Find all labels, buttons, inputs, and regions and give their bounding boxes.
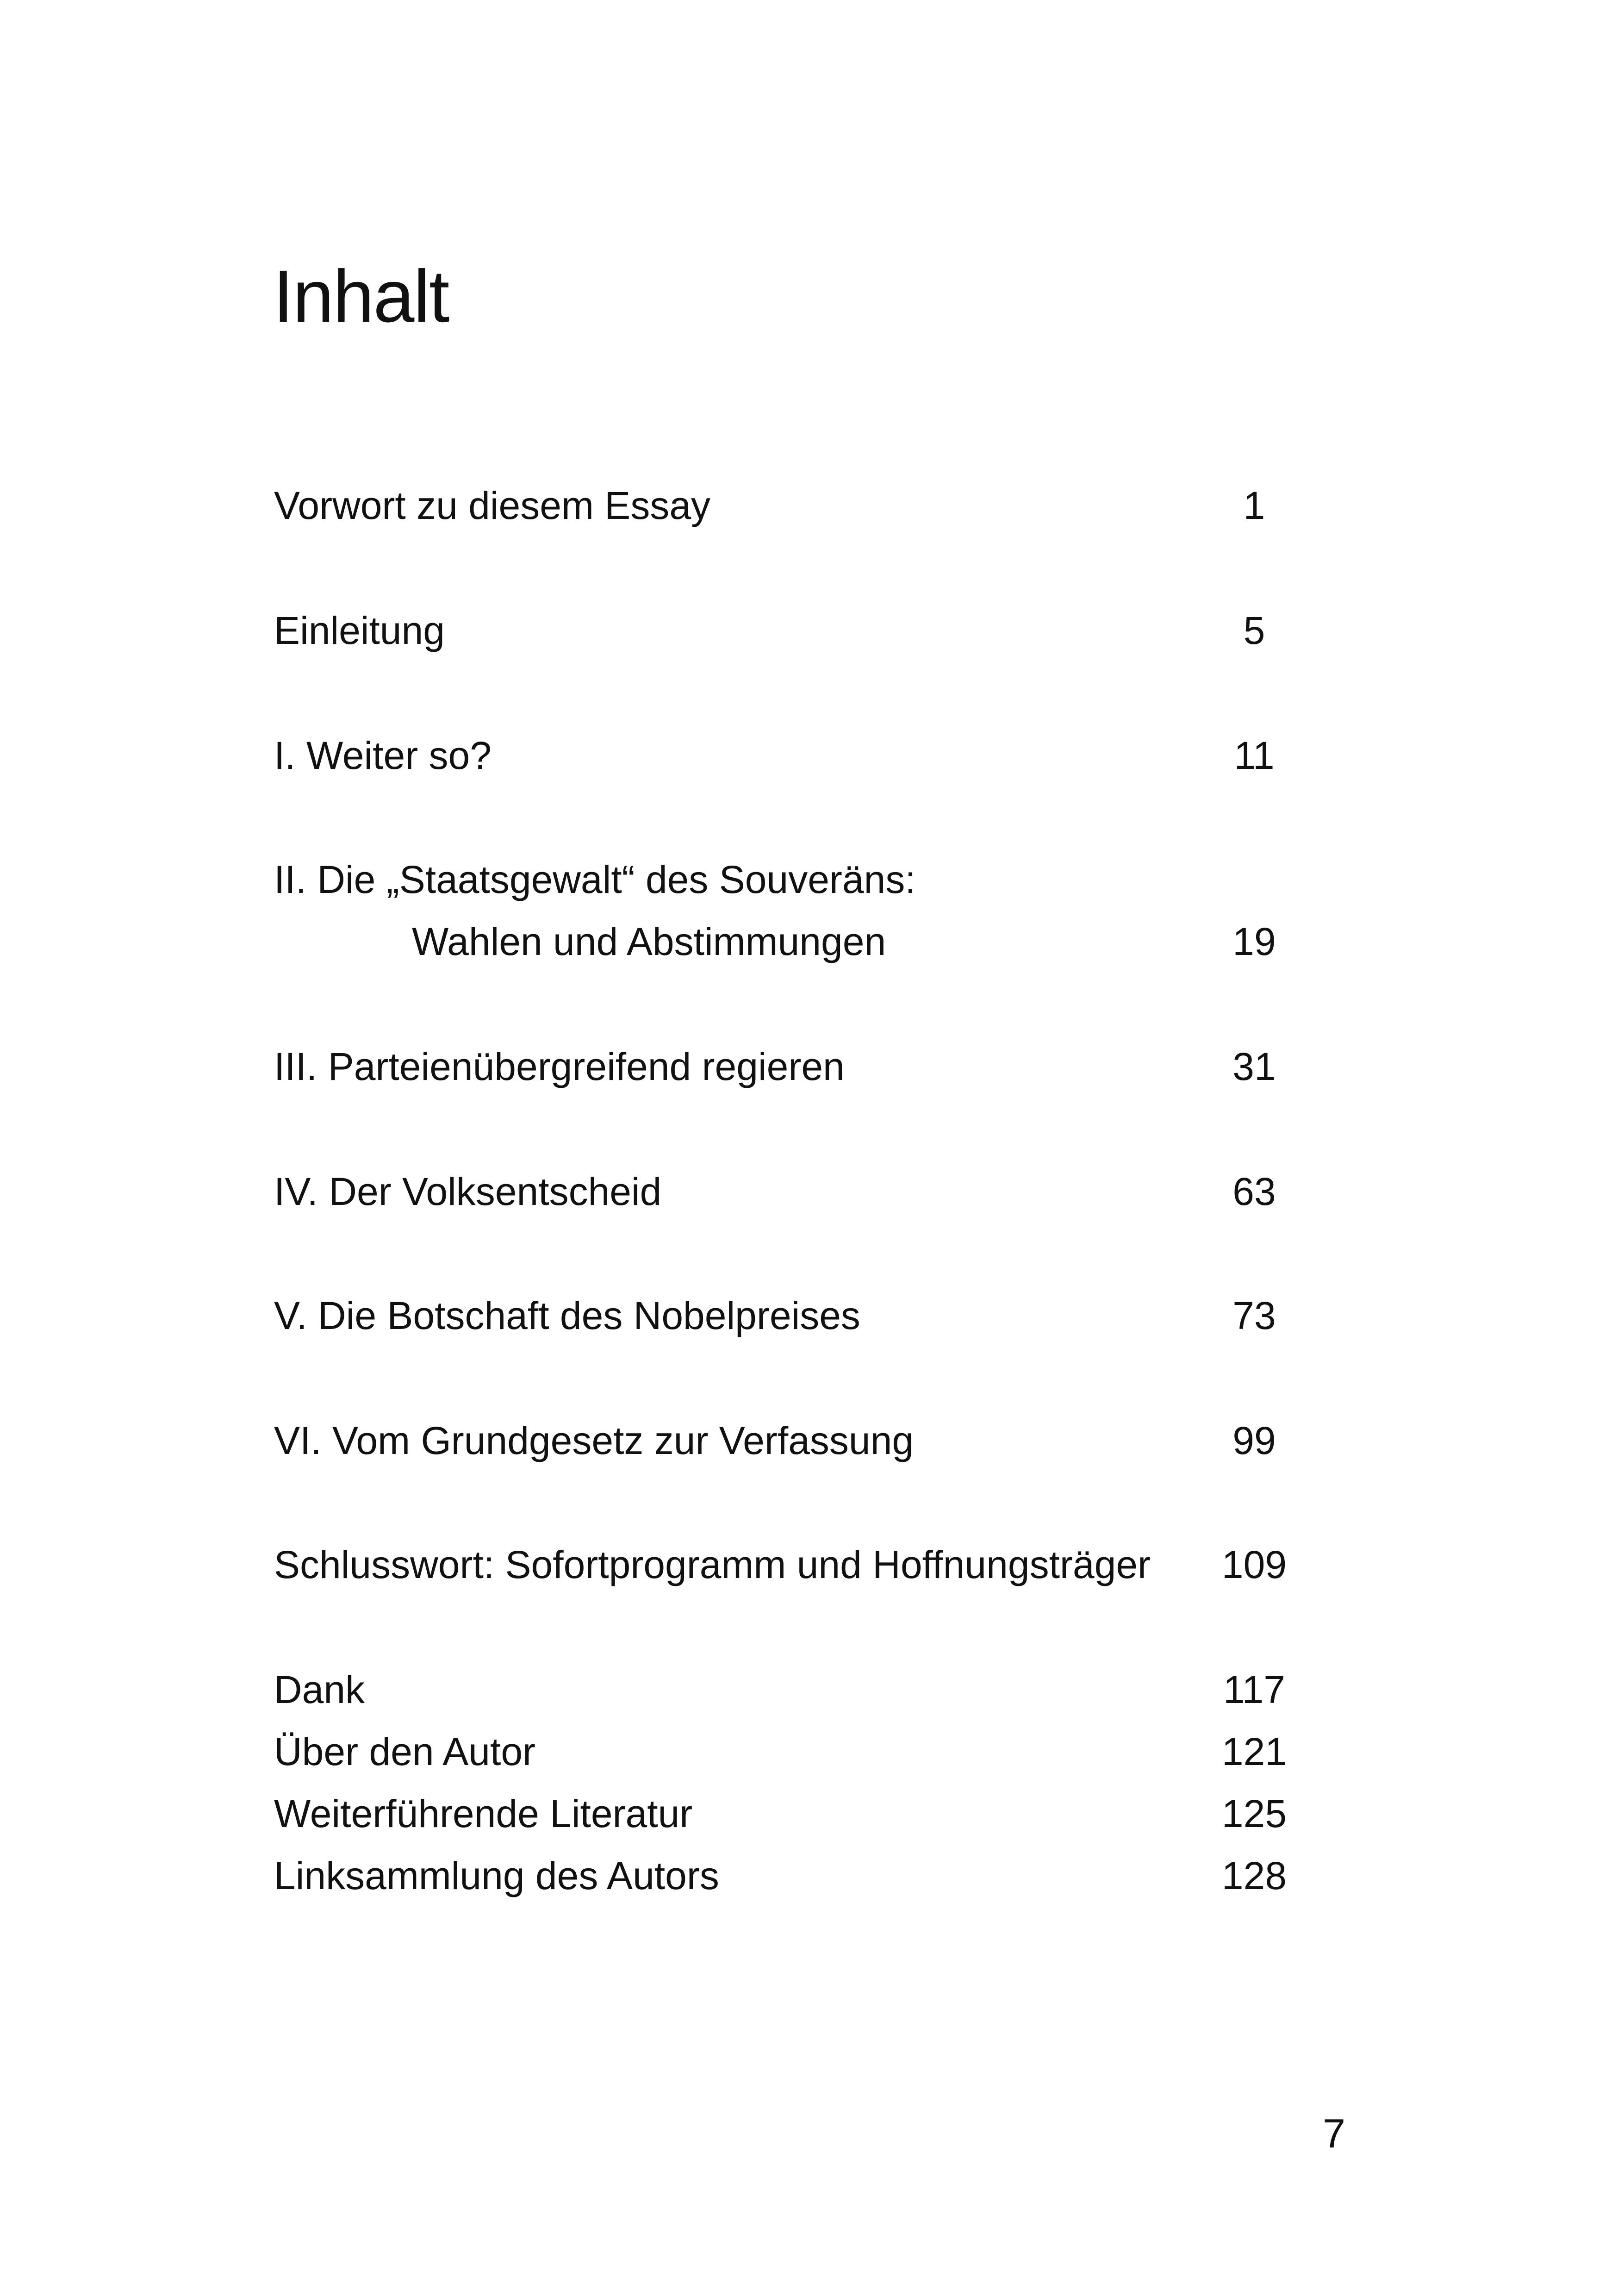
toc-entry-title: Linksammlung des Autors [274,1854,719,1897]
toc-entry-title: Über den Autor [274,1730,536,1773]
toc-entry-title: Weiterführende Literatur [274,1792,693,1835]
toc-entry-page: 121 [1221,1730,1287,1773]
toc-entry-title: Schlusswort: Sofortprogramm und Hoffnungsträger [274,1543,1151,1586]
toc-entry-title: Einleitung [274,609,445,652]
toc-entry-title: I. Weiter so? [274,734,492,777]
toc-entry-page: 5 [1243,609,1265,652]
toc-entry-page: 99 [1232,1419,1276,1462]
toc-entry-title: Dank [274,1668,365,1711]
toc-entry-page: 31 [1232,1045,1276,1088]
toc-entry-page: 73 [1232,1294,1276,1337]
toc-entry-title: VI. Vom Grundgesetz zur Verfassung [274,1419,914,1462]
toc-entry-title: V. Die Botschaft des Nobelpreises [274,1294,860,1337]
toc-entry-page: 117 [1223,1668,1285,1711]
toc-entry-page: 125 [1221,1792,1287,1835]
toc-entry-page: 11 [1234,734,1275,777]
toc-entry-continuation: Wahlen und Abstimmungen [412,920,886,963]
toc-entry-title: II. Die „Staatsgewalt“ des Souveräns: [274,858,916,901]
toc-entry-title: IV. Der Volksentscheid [274,1170,662,1213]
toc-entry-page: 1 [1243,484,1265,527]
toc-entry-page: 128 [1221,1854,1287,1897]
page-number: 7 [1323,2110,1345,2156]
page-title: Inhalt [273,255,449,337]
toc-entry-page: 109 [1221,1543,1287,1586]
toc-entry-title: III. Parteienübergreifend regieren [274,1045,845,1088]
toc-entry-title: Vorwort zu diesem Essay [274,484,711,527]
toc-entry-page: 63 [1232,1170,1276,1213]
toc-entry-page: 19 [1232,920,1276,963]
